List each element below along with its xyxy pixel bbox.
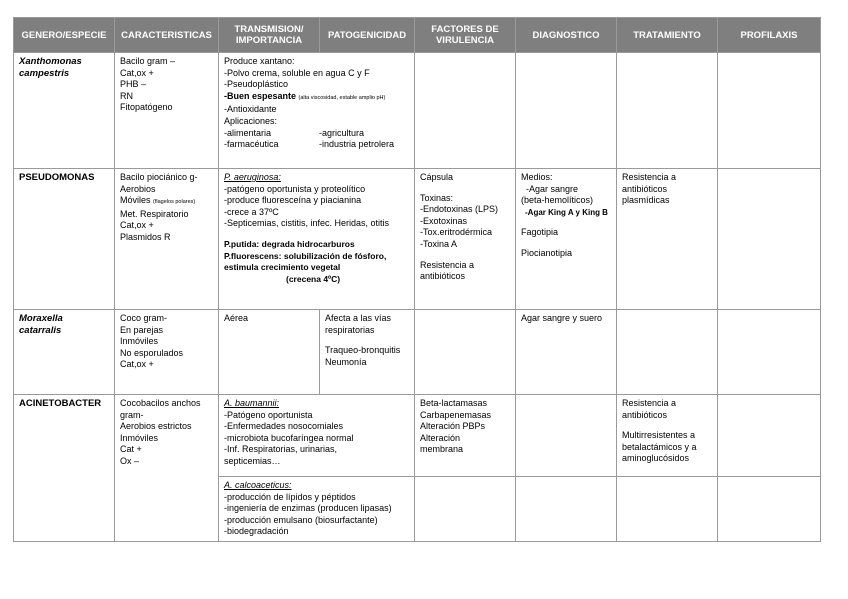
table-row-xanthomonas: [14, 53, 821, 169]
text-line: Toxinas:: [420, 192, 454, 203]
cell-factores: [415, 310, 516, 395]
text-line: (crecena 4ºC): [286, 273, 341, 284]
genus-name-line2: campestris: [19, 68, 70, 79]
text-line: -Tox.eritrodérmica: [420, 227, 493, 238]
genus-name-line2: catarralis: [19, 325, 62, 336]
aplicaciones-row: [224, 139, 414, 151]
text-line: -Polvo crema, soluble en agua C y F: [224, 67, 370, 78]
text-line: antibióticos: [622, 183, 668, 194]
text-line: Bacilo piociánico g-: [120, 172, 198, 182]
cell-patogenicidad: [320, 310, 415, 395]
text-line: Cat +: [120, 444, 142, 455]
text-line: Bacilo gram –: [120, 56, 176, 66]
cell-profilaxis: [718, 53, 821, 169]
text-line: Met. Respiratorio: [120, 208, 189, 219]
bacteria-table: [13, 17, 821, 542]
text-line: Cat,ox +: [120, 220, 154, 231]
header-genero: GENERO/ESPECIE: [14, 18, 115, 53]
text-line: Medios:: [521, 172, 553, 182]
text-line: aminoglucósidos: [622, 453, 690, 464]
cell-transmision: [219, 169, 415, 310]
text-line: Neumonía: [325, 356, 367, 367]
text-line: Piocianotipia: [521, 247, 573, 258]
cell-transmision: [219, 395, 415, 477]
text-line: En parejas: [120, 324, 164, 335]
text-line: Fitopatógeno: [120, 102, 173, 113]
species-name: A. baumannii:: [224, 398, 280, 408]
genus-name: ACINETOBACTER: [19, 398, 102, 409]
text-line: Coco gram-: [120, 313, 168, 323]
text-line: Cápsula: [420, 172, 454, 182]
header-profilaxis: PROFILAXIS: [718, 18, 821, 53]
cell-tratamiento: [617, 310, 718, 395]
header-tratamiento: TRATAMIENTO: [617, 18, 718, 53]
aplicaciones-row: [224, 128, 414, 140]
cell-factores: [415, 169, 516, 310]
cell-tratamiento: [617, 53, 718, 169]
table-row-pseudomonas: [14, 169, 821, 310]
cell-transmision: [219, 477, 415, 542]
text-line: betalactámicos y a: [622, 441, 697, 452]
text-line: P.fluorescens: solubilización de fósforo,: [224, 250, 387, 261]
species-name: A. calcoaceticus:: [224, 480, 292, 490]
header-row: [14, 18, 821, 53]
cell-profilaxis: [718, 395, 821, 477]
text-line: -ingeniería de enzimas (producen lipasas): [224, 503, 392, 514]
text-line: Cat,ox +: [120, 359, 154, 370]
text-line: antibióticos: [622, 409, 668, 420]
text-line: septicemias…: [224, 455, 281, 466]
text-line: Alteración PBPs: [420, 421, 486, 432]
text-line: -patógeno oportunista y proteolítico: [224, 183, 366, 194]
cell-transmision: [219, 53, 415, 169]
text-line: Carbapenemasas: [420, 409, 492, 420]
cell-genus-moraxella: [14, 310, 115, 395]
text-line: -Septicemias, cistitis, infec. Heridas, otitis: [224, 218, 390, 229]
text-line: Aerobios estrictos: [120, 421, 192, 432]
text-line: -producción emulsano (biosurfactante): [224, 514, 378, 525]
header-diagnostico: DIAGNOSTICO: [516, 18, 617, 53]
text-line: Inmóviles: [120, 336, 159, 347]
text-line: No esporulados: [120, 347, 184, 358]
text-line: Traqueo-bronquitis: [325, 345, 401, 356]
species-name: P. aeruginosa:: [224, 172, 281, 182]
moviles-note: (flagelos polares): [153, 199, 196, 206]
table-row-acinetobacter: [14, 395, 821, 477]
text-line: estimula crecimiento vegetal: [224, 262, 341, 273]
cell-diagnostico: [516, 395, 617, 477]
text-line: Ox –: [120, 455, 140, 466]
text-line: -Agar King A y King B: [525, 207, 608, 217]
text-line: -Antioxidante: [224, 104, 277, 115]
text-line: (beta-hemolíticos): [521, 195, 594, 206]
cell-transmision: [219, 310, 320, 395]
text-line: -produce fluoresceína y piacianina: [224, 195, 362, 206]
cell-profilaxis: [718, 477, 821, 542]
cell-profilaxis: [718, 310, 821, 395]
header-patogenicidad: PATOGENICIDAD: [320, 18, 415, 53]
text-line: P.putida: degrada hidrocarburos: [224, 238, 355, 249]
cell-profilaxis: [718, 169, 821, 310]
text-line: Afecta a las vías: [325, 313, 392, 323]
text-line: Inmóviles: [120, 432, 159, 443]
cell-factores: [415, 477, 516, 542]
cell-diagnostico: [516, 477, 617, 542]
cell-diagnostico: [516, 53, 617, 169]
text-line: -industria petrolera: [319, 139, 395, 150]
text-line: -Enfermedades nosocomiales: [224, 421, 344, 432]
cell-diagnostico: [516, 169, 617, 310]
text-line: PHB –: [120, 79, 147, 90]
header-caracteristicas: CARACTERISTICAS: [115, 18, 219, 53]
text-line: Aérea: [224, 313, 249, 323]
text-line: Aplicaciones:: [224, 115, 278, 126]
cell-genus-acinetobacter: [14, 395, 115, 542]
header-transmision: TRANSMISION/ IMPORTANCIA: [219, 18, 320, 53]
text-line: Aerobios: [120, 183, 156, 194]
text-line: Produce xantano:: [224, 56, 295, 66]
text-line: Agar sangre y suero: [521, 313, 603, 323]
text-line: -Endotoxinas (LPS): [420, 204, 499, 215]
header-factores: FACTORES DE VIRULENCIA: [415, 18, 516, 53]
text-line: Cat,ox +: [120, 67, 154, 78]
text-line: antibióticos: [420, 271, 466, 282]
table-row-moraxella: [14, 310, 821, 395]
cell-tratamiento: [617, 477, 718, 542]
cell-genus-xanthomonas: [14, 53, 115, 169]
text-line: Cocobacilos anchos: [120, 398, 201, 408]
text-line: respiratorias: [325, 324, 375, 335]
cell-diagnostico: [516, 310, 617, 395]
espesante-note: (alta viscosidad, estable amplio pH): [298, 94, 386, 101]
text-line: Resistencia a: [622, 398, 677, 408]
text-line: Resistencia a: [622, 172, 677, 182]
text-line: -Pseudoplástico: [224, 79, 289, 90]
cell-tratamiento: [617, 169, 718, 310]
cell-caracteristicas: [115, 395, 219, 542]
cell-caracteristicas: [115, 310, 219, 395]
text-line: Multirresistentes a: [622, 430, 696, 441]
text-line: Fagotipia: [521, 227, 559, 238]
cell-factores: [415, 53, 516, 169]
text-line: -Inf. Respiratorias, urinarias,: [224, 444, 338, 455]
text-line: [224, 91, 410, 105]
text-line: -Toxina A: [420, 238, 458, 249]
text-line: -microbiota bucofaríngea normal: [224, 432, 354, 443]
text-line: -biodegradación: [224, 526, 289, 537]
genus-name: PSEUDOMONAS: [19, 172, 95, 183]
genus-name-line1: Moraxella: [19, 313, 63, 324]
espesante-label: -Buen espesante: [224, 90, 297, 101]
genus-name-line1: Xanthomonas: [19, 56, 82, 67]
cell-caracteristicas: [115, 53, 219, 169]
text-line: -Patógeno oportunista: [224, 409, 313, 420]
cell-tratamiento: [617, 395, 718, 477]
text-line: Alteración: [420, 432, 461, 443]
moviles-label: Móviles: [120, 195, 151, 206]
text-line: -producción de lípidos y péptidos: [224, 491, 356, 502]
text-line: Beta-lactamasas: [420, 398, 488, 408]
text-line: -crece a 37ºC: [224, 206, 279, 217]
cell-factores: [415, 395, 516, 477]
text-line: Resistencia a: [420, 259, 475, 270]
cell-genus-pseudomonas: [14, 169, 115, 310]
text-line: plasmídicas: [622, 195, 670, 206]
text-line: -agricultura: [319, 127, 365, 138]
text-line: Plasmidos R: [120, 231, 171, 242]
text-line: -Exotoxinas: [420, 215, 468, 226]
text-line: -Agar sangre: [526, 183, 579, 194]
cell-caracteristicas: [115, 169, 219, 310]
text-line: RN: [120, 90, 133, 101]
text-line: gram-: [120, 409, 144, 420]
text-line: membrana: [420, 444, 464, 455]
text-line: -alimentaria: [224, 127, 272, 138]
text-line: [120, 195, 214, 209]
text-line: -farmacéutica: [224, 139, 279, 150]
